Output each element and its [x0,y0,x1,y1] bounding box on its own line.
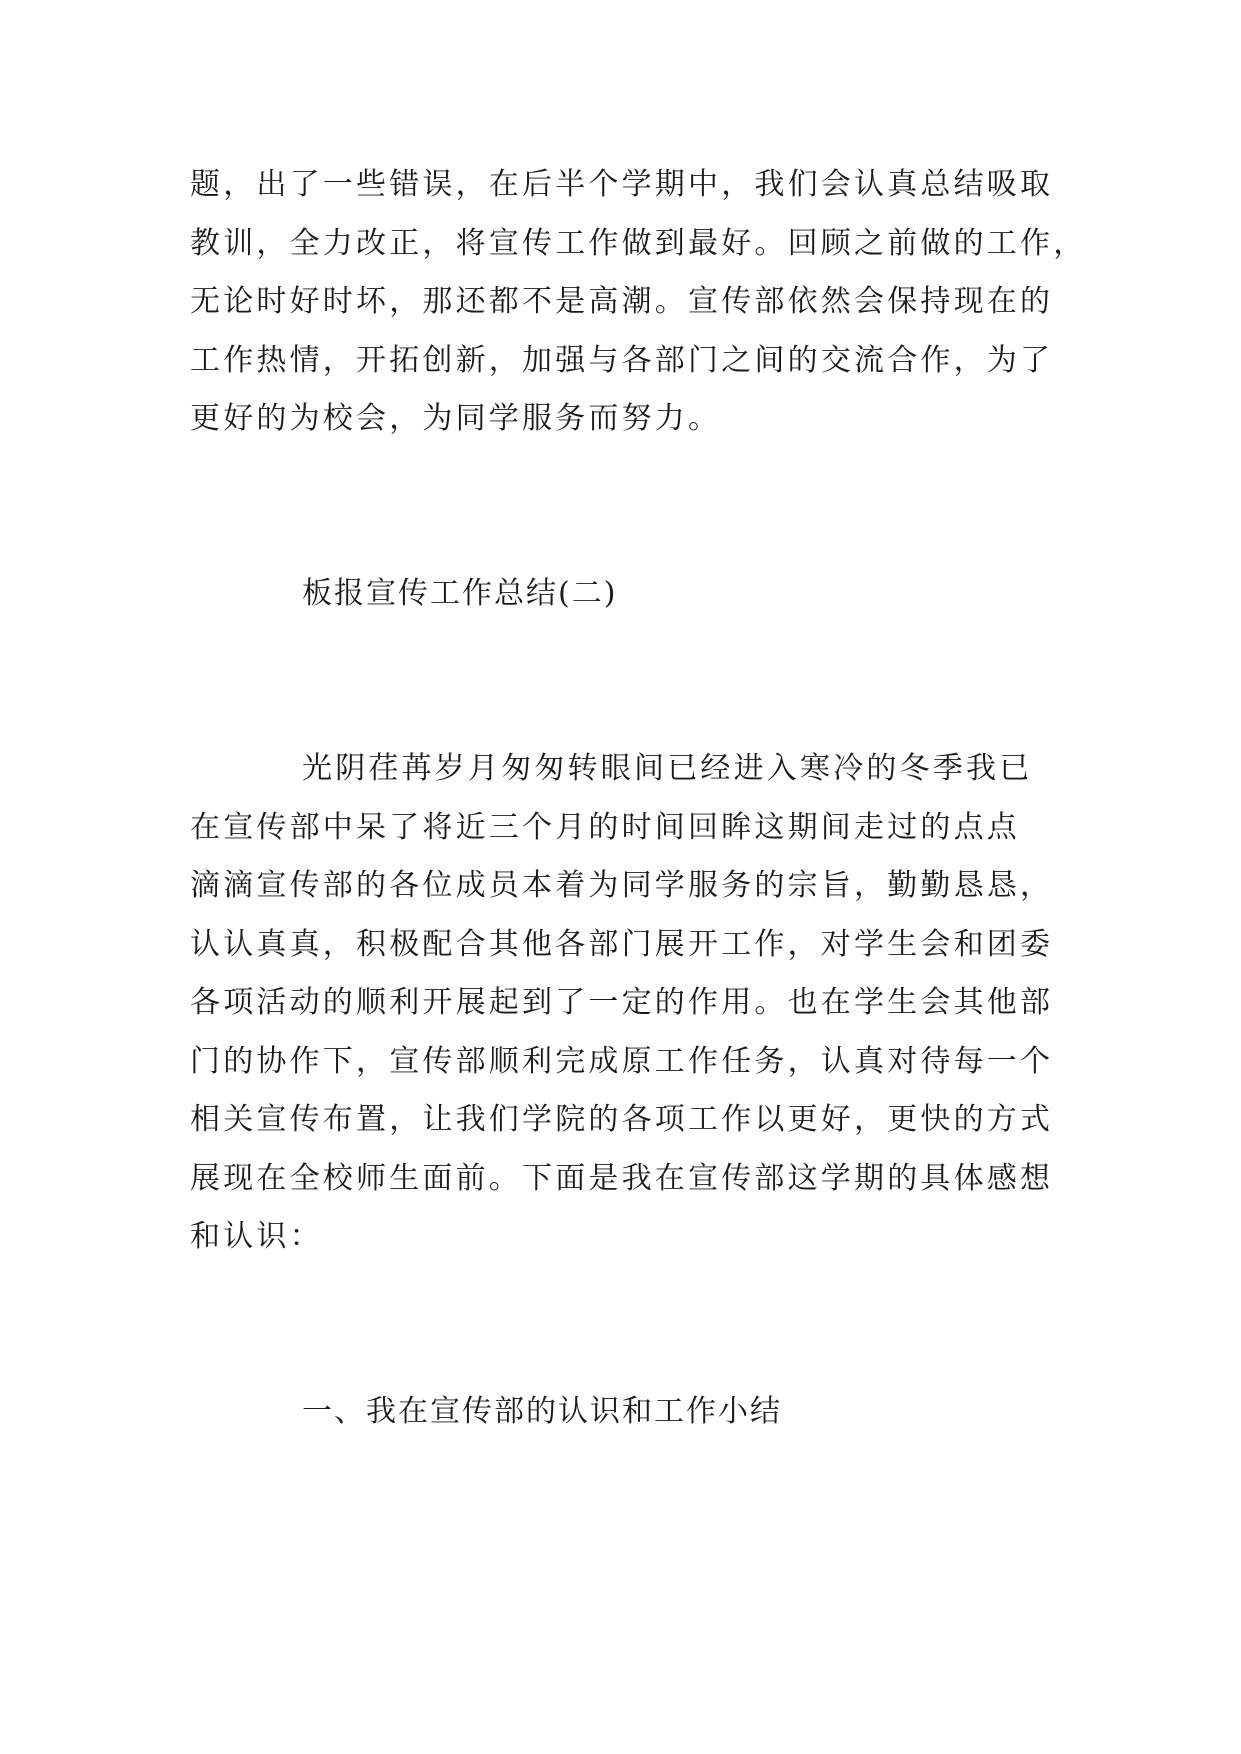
text-line: 和认识： [190,1219,323,1254]
text-line: 题，出了一些错误，在后半个学期中，我们会认真总结吸取 [190,167,1054,202]
text-line: 无论时好时坏，那还都不是高潮。宣传部依然会保持现在的 [190,284,1054,319]
section-title: 板报宣传工作总结(二) [302,576,618,611]
text-line: 更好的为校会，为同学服务而努力。 [190,401,722,436]
text-line: 展现在全校师生面前。下面是我在宣传部这学期的具体感想 [190,1161,1054,1196]
text-line: 滴滴宣传部的各位成员本着为同学服务的宗旨，勤勤恳恳， [190,868,1054,903]
text-line: 相关宣传布置，让我们学院的各项工作以更好，更快的方式 [190,1102,1054,1137]
text-line: 认认真真，积极配合其他各部门展开工作，对学生会和团委 [190,927,1054,962]
text-line: 光阴荏苒岁月匆匆转眼间已经进入寒冷的冬季我已 [302,751,1033,786]
text-line: 门的协作下，宣传部顺利完成原工作任务，认真对待每一个 [190,1044,1054,1079]
subheading: 一、我在宣传部的认识和工作小结 [302,1394,782,1429]
text-line: 工作热情，开拓创新，加强与各部门之间的交流合作，为了 [190,343,1054,378]
text-line: 教训，全力改正，将宣传工作做到最好。回顾之前做的工作， [190,226,1087,261]
text-line: 各项活动的顺利开展起到了一定的作用。也在学生会其他部 [190,985,1054,1020]
text-line: 在宣传部中呆了将近三个月的时间回眸这期间走过的点点 [190,810,1020,845]
